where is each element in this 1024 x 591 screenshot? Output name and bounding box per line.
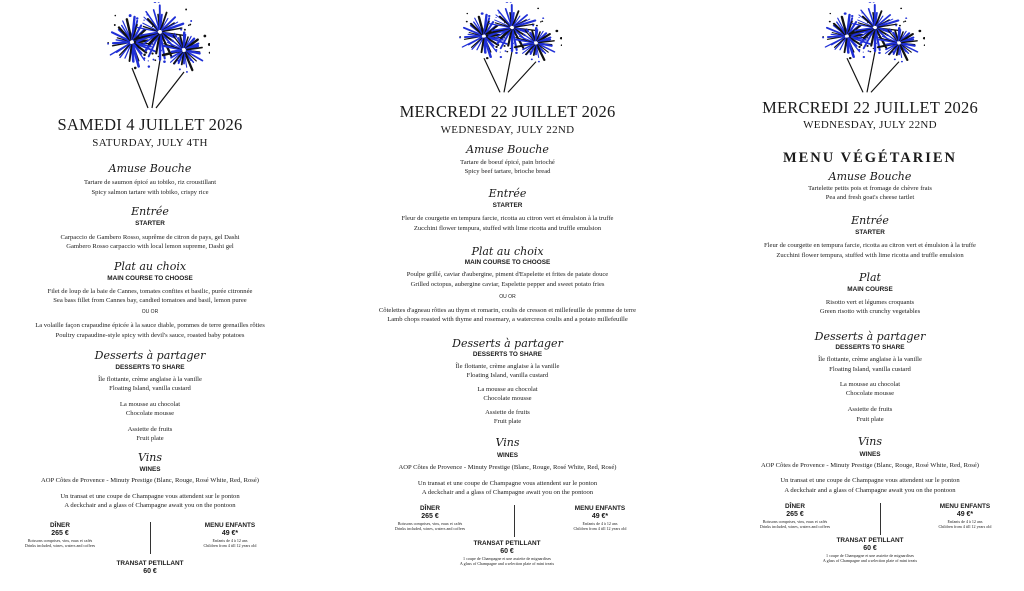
plat-option-2-fr: La volaille façon crapaudine épicée à la sauce diable, pommes de terre grenailles rôties [35, 322, 265, 329]
enfants-note-fr: Enfants de 4 à 12 ans [582, 521, 618, 526]
vins-caption: WINES [497, 452, 518, 459]
diner-price: 265 € [51, 530, 69, 537]
plat-caption: MAIN COURSE TO CHOOSE [464, 259, 551, 266]
diner-price-block [740, 503, 850, 529]
transat-fr: Un transat et une coupe de Champagne vous attendent sur le ponton [417, 480, 598, 487]
dessert-2-en: Chocolate mousse [845, 390, 895, 397]
entree-fr: Carpaccio de Gambero Rosso, suprême de citron de pays, gel Dashi [60, 234, 240, 241]
plat-title: Plat au choix [471, 245, 544, 258]
dessert-1-fr: Île flottante, crème anglaise à la vanille [818, 356, 922, 363]
transat-en: A deckchair and a glass of Champagne await you on the pontoon [64, 502, 236, 509]
dessert-1-en: Floating Island, vanilla custard [829, 366, 911, 373]
plat-option-1-en: Grilled octopus, aubergine caviar, Espelette pepper and sweet potato fries [410, 281, 605, 288]
entree-caption: STARTER [135, 220, 165, 227]
enfants-price: 49 €* [956, 511, 974, 518]
plat-or-separator: OU OR [141, 309, 159, 315]
desserts-caption: DESSERTS TO SHARE [472, 351, 543, 358]
enfants-price-block [545, 505, 655, 531]
enfants-note-en: Children from 4 till 12 years old [573, 526, 627, 531]
amuse-bouche-title: Amuse Bouche [828, 170, 912, 183]
diner-note-en: Drinks included, wines, waters and coffees [759, 524, 831, 529]
entree-caption: STARTER [855, 229, 885, 236]
plat-caption: MAIN COURSE TO CHOOSE [107, 275, 193, 282]
enfants-note-fr: Enfants de 4 à 12 ans [212, 538, 248, 543]
dessert-3-en: Fruit plate [493, 418, 522, 425]
dessert-3-en: Fruit plate [136, 435, 164, 442]
petillant-note-fr: 1 coupe de Champagne et une assiette de mignardises [826, 553, 914, 558]
plat-option-2-fr: Côtelettes d'agneau rôties au thym et romarin, coulis de cresson et millefeuille de pomme de terre [378, 307, 637, 314]
vins-text: AOP Côtes de Provence - Minuty Prestige (Blanc, Rouge, Rosé White, Red, Rosé) [41, 477, 259, 484]
amuse-bouche-fr: Tartare de saumon épicé au tobiko, riz croustillant [83, 179, 217, 186]
petillant-note-en: A glass of Champagne and a selection plate of mini treats [459, 561, 555, 566]
diner-note-en: Drinks included, wines, waters and coffees [394, 526, 466, 531]
entree-fr: Fleur de courgette en tempura farcie, ricotta au citron vert et émulsion à la truffe [401, 215, 614, 222]
fireworks-illustration [452, 2, 562, 94]
transat-fr: Un transat et une coupe de Champagne vous attendent sur le ponton [780, 477, 960, 484]
petillant-title: TRANSAT PETILLANT [836, 537, 904, 544]
amuse-bouche-fr: Tartare de boeuf épicé, pain brioché [460, 159, 555, 166]
dessert-2-fr: La mousse au chocolat [839, 381, 901, 388]
fireworks-illustration [100, 2, 210, 110]
dessert-3-fr: Assiette de fruits [847, 406, 893, 413]
diner-note-fr: Boissons comprises, vins, eaux et cafés [397, 521, 463, 526]
entree-title: Entrée [851, 214, 889, 227]
diner-price: 265 € [786, 511, 804, 518]
vins-caption: WINES [859, 451, 881, 458]
menu-date-english: SATURDAY, JULY 4TH [92, 137, 208, 149]
petillant-note-fr: 1 coupe de Champagne et une assiette de mignardises [463, 556, 551, 561]
entree-en: Zucchini flower tempura, stuffed with lime ricotta and truffle emulsion [776, 252, 964, 259]
diner-price-block [375, 505, 485, 531]
vins-title: Vins [858, 435, 882, 448]
diner-title: DÎNER [420, 505, 440, 512]
plat-option-2-en: Lamb chops roasted with thyme and rosemary, a watercress coulis and a potato millefeuille [387, 316, 628, 323]
dessert-3-fr: Assiette de fruits [127, 426, 173, 433]
fireworks-illustration [815, 2, 925, 94]
dessert-2-en: Chocolate mousse [483, 395, 532, 402]
petillant-price-block [795, 537, 945, 563]
entree-fr: Fleur de courgette en tempura farcie, ricotta au citron vert et émulsion à la truffe [764, 242, 976, 249]
dessert-2-en: Chocolate mousse [125, 410, 175, 417]
dessert-3-en: Fruit plate [856, 416, 884, 423]
menu-date: SAMEDI 4 JUILLET 2026 [57, 115, 243, 134]
entree-title: Entrée [488, 187, 527, 200]
dessert-3-fr: Assiette de fruits [485, 409, 530, 416]
desserts-title: Desserts à partager [452, 337, 563, 350]
vegetarian-menu-title: MENU VÉGÉTARIEN [782, 150, 958, 166]
vins-text: AOP Côtes de Provence - Minuty Prestige (Blanc, Rouge, Rosé White, Red, Rosé) [761, 462, 979, 469]
diner-price: 265 € [421, 513, 439, 520]
plat-option-1-en: Green risotto with crunchy vegetables [819, 308, 921, 315]
enfants-note-fr: Enfants de 4 à 12 ans [947, 519, 983, 524]
vins-title: Vins [138, 451, 162, 464]
petillant-title: TRANSAT PETILLANT [116, 560, 184, 567]
petillant-price: 60 € [500, 548, 514, 555]
transat-en: A deckchair and a glass of Champagne await you on the pontoon [784, 487, 956, 494]
entree-caption: STARTER [492, 202, 523, 209]
petillant-title: TRANSAT PETILLANT [473, 540, 541, 547]
petillant-price-block [432, 540, 582, 566]
dessert-1-en: Floating Island, vanilla custard [466, 372, 549, 379]
desserts-title: Desserts à partager [94, 349, 206, 362]
diner-note-fr: Boissons comprises, vins, eaux et cafés [27, 538, 93, 543]
amuse-bouche-en: Pea and fresh goat's cheese tartlet [825, 194, 915, 201]
plat-or-separator: OU OR [499, 294, 516, 300]
amuse-bouche-fr: Tartelette petits pois et fromage de chèvre frais [808, 185, 932, 192]
plat-option-1-fr: Risotto vert et légumes croquants [825, 299, 915, 306]
price-divider [880, 503, 881, 535]
enfants-title: MENU ENFANTS [204, 522, 256, 529]
petillant-note-en: A glass of Champagne and a selection plate of mini treats [822, 558, 918, 563]
petillant-price-block [90, 560, 210, 576]
enfants-note-en: Children from 4 till 12 years old [203, 543, 257, 548]
desserts-caption: DESSERTS TO SHARE [835, 344, 905, 351]
entree-en: Zucchini flower tempura, stuffed with lime ricotta and truffle emulsion [413, 225, 602, 232]
diner-note-en: Drinks included, wines, waters and coffees [24, 543, 96, 548]
enfants-price: 49 €* [591, 513, 609, 520]
plat-option-1-fr: Filet de loup de la baie de Cannes, tomates confites et basilic, purée citronnée [47, 288, 253, 295]
plat-option-1-fr: Poulpe grillé, caviar d'aubergine, piment d'Espelette et frites de patate douce [406, 271, 609, 278]
price-divider [150, 522, 151, 554]
petillant-price: 60 € [863, 545, 877, 552]
diner-note-fr: Boissons comprises, vins, eaux et cafés [762, 519, 828, 524]
entree-title: Entrée [131, 205, 169, 218]
vins-caption: WINES [139, 466, 161, 473]
diner-title: DÎNER [50, 522, 70, 529]
amuse-bouche-en: Spicy salmon tartare with tobiko, crispy rice [91, 189, 209, 196]
petillant-price: 60 € [143, 568, 157, 575]
plat-caption: MAIN COURSE [847, 286, 893, 293]
dessert-2-fr: La mousse au chocolat [119, 401, 181, 408]
plat-title: Plat [859, 271, 881, 284]
enfants-note-en: Children from 4 till 12 years old [938, 524, 992, 529]
dessert-1-fr: Île flottante, crème anglaise à la vanille [455, 363, 560, 370]
price-divider [514, 505, 515, 537]
amuse-bouche-en: Spicy beef tartare, brioche bread [464, 168, 551, 175]
desserts-caption: DESSERTS TO SHARE [115, 364, 185, 371]
diner-title: DÎNER [785, 503, 805, 510]
menu-date-english: WEDNESDAY, JULY 22ND [440, 124, 575, 136]
amuse-bouche-title: Amuse Bouche [108, 162, 192, 175]
enfants-title: MENU ENFANTS [574, 505, 626, 512]
menu-date: MERCREDI 22 JUILLET 2026 [399, 102, 616, 121]
entree-en: Gambero Rosso carpaccio with local lemon supreme, Dashi gel [66, 243, 234, 250]
enfants-price: 49 €* [221, 530, 239, 537]
desserts-title: Desserts à partager [814, 330, 926, 343]
plat-option-1-en: Sea bass fillet from Cannes bay, candied tomatoes and basil, lemon puree [53, 297, 247, 304]
dessert-1-fr: Île flottante, crème anglaise à la vanille [98, 376, 202, 383]
transat-fr: Un transat et une coupe de Champagne vous attendent sur le ponton [60, 493, 240, 500]
vins-text: AOP Côtes de Provence - Minuty Prestige (Blanc, Rouge, Rosé White, Red, Rosé) [398, 464, 617, 471]
amuse-bouche-title: Amuse Bouche [466, 143, 549, 156]
enfants-price-block [180, 522, 280, 548]
diner-price-block [10, 522, 110, 548]
menu-date: MERCREDI 22 JUILLET 2026 [762, 98, 978, 117]
transat-en: A deckchair and a glass of Champagne await you on the pontoon [421, 489, 594, 496]
enfants-title: MENU ENFANTS [939, 503, 991, 510]
plat-title: Plat au choix [113, 260, 187, 273]
plat-option-2-en: Poultry crapaudine-style spicy with devil's sauce, roasted baby potatoes [55, 332, 245, 339]
dessert-1-en: Floating Island, vanilla custard [109, 385, 191, 392]
dessert-2-fr: La mousse au chocolat [477, 386, 538, 393]
vins-title: Vins [495, 436, 520, 449]
menu-date-english: WEDNESDAY, JULY 22ND [803, 119, 937, 131]
enfants-price-block [910, 503, 1020, 529]
